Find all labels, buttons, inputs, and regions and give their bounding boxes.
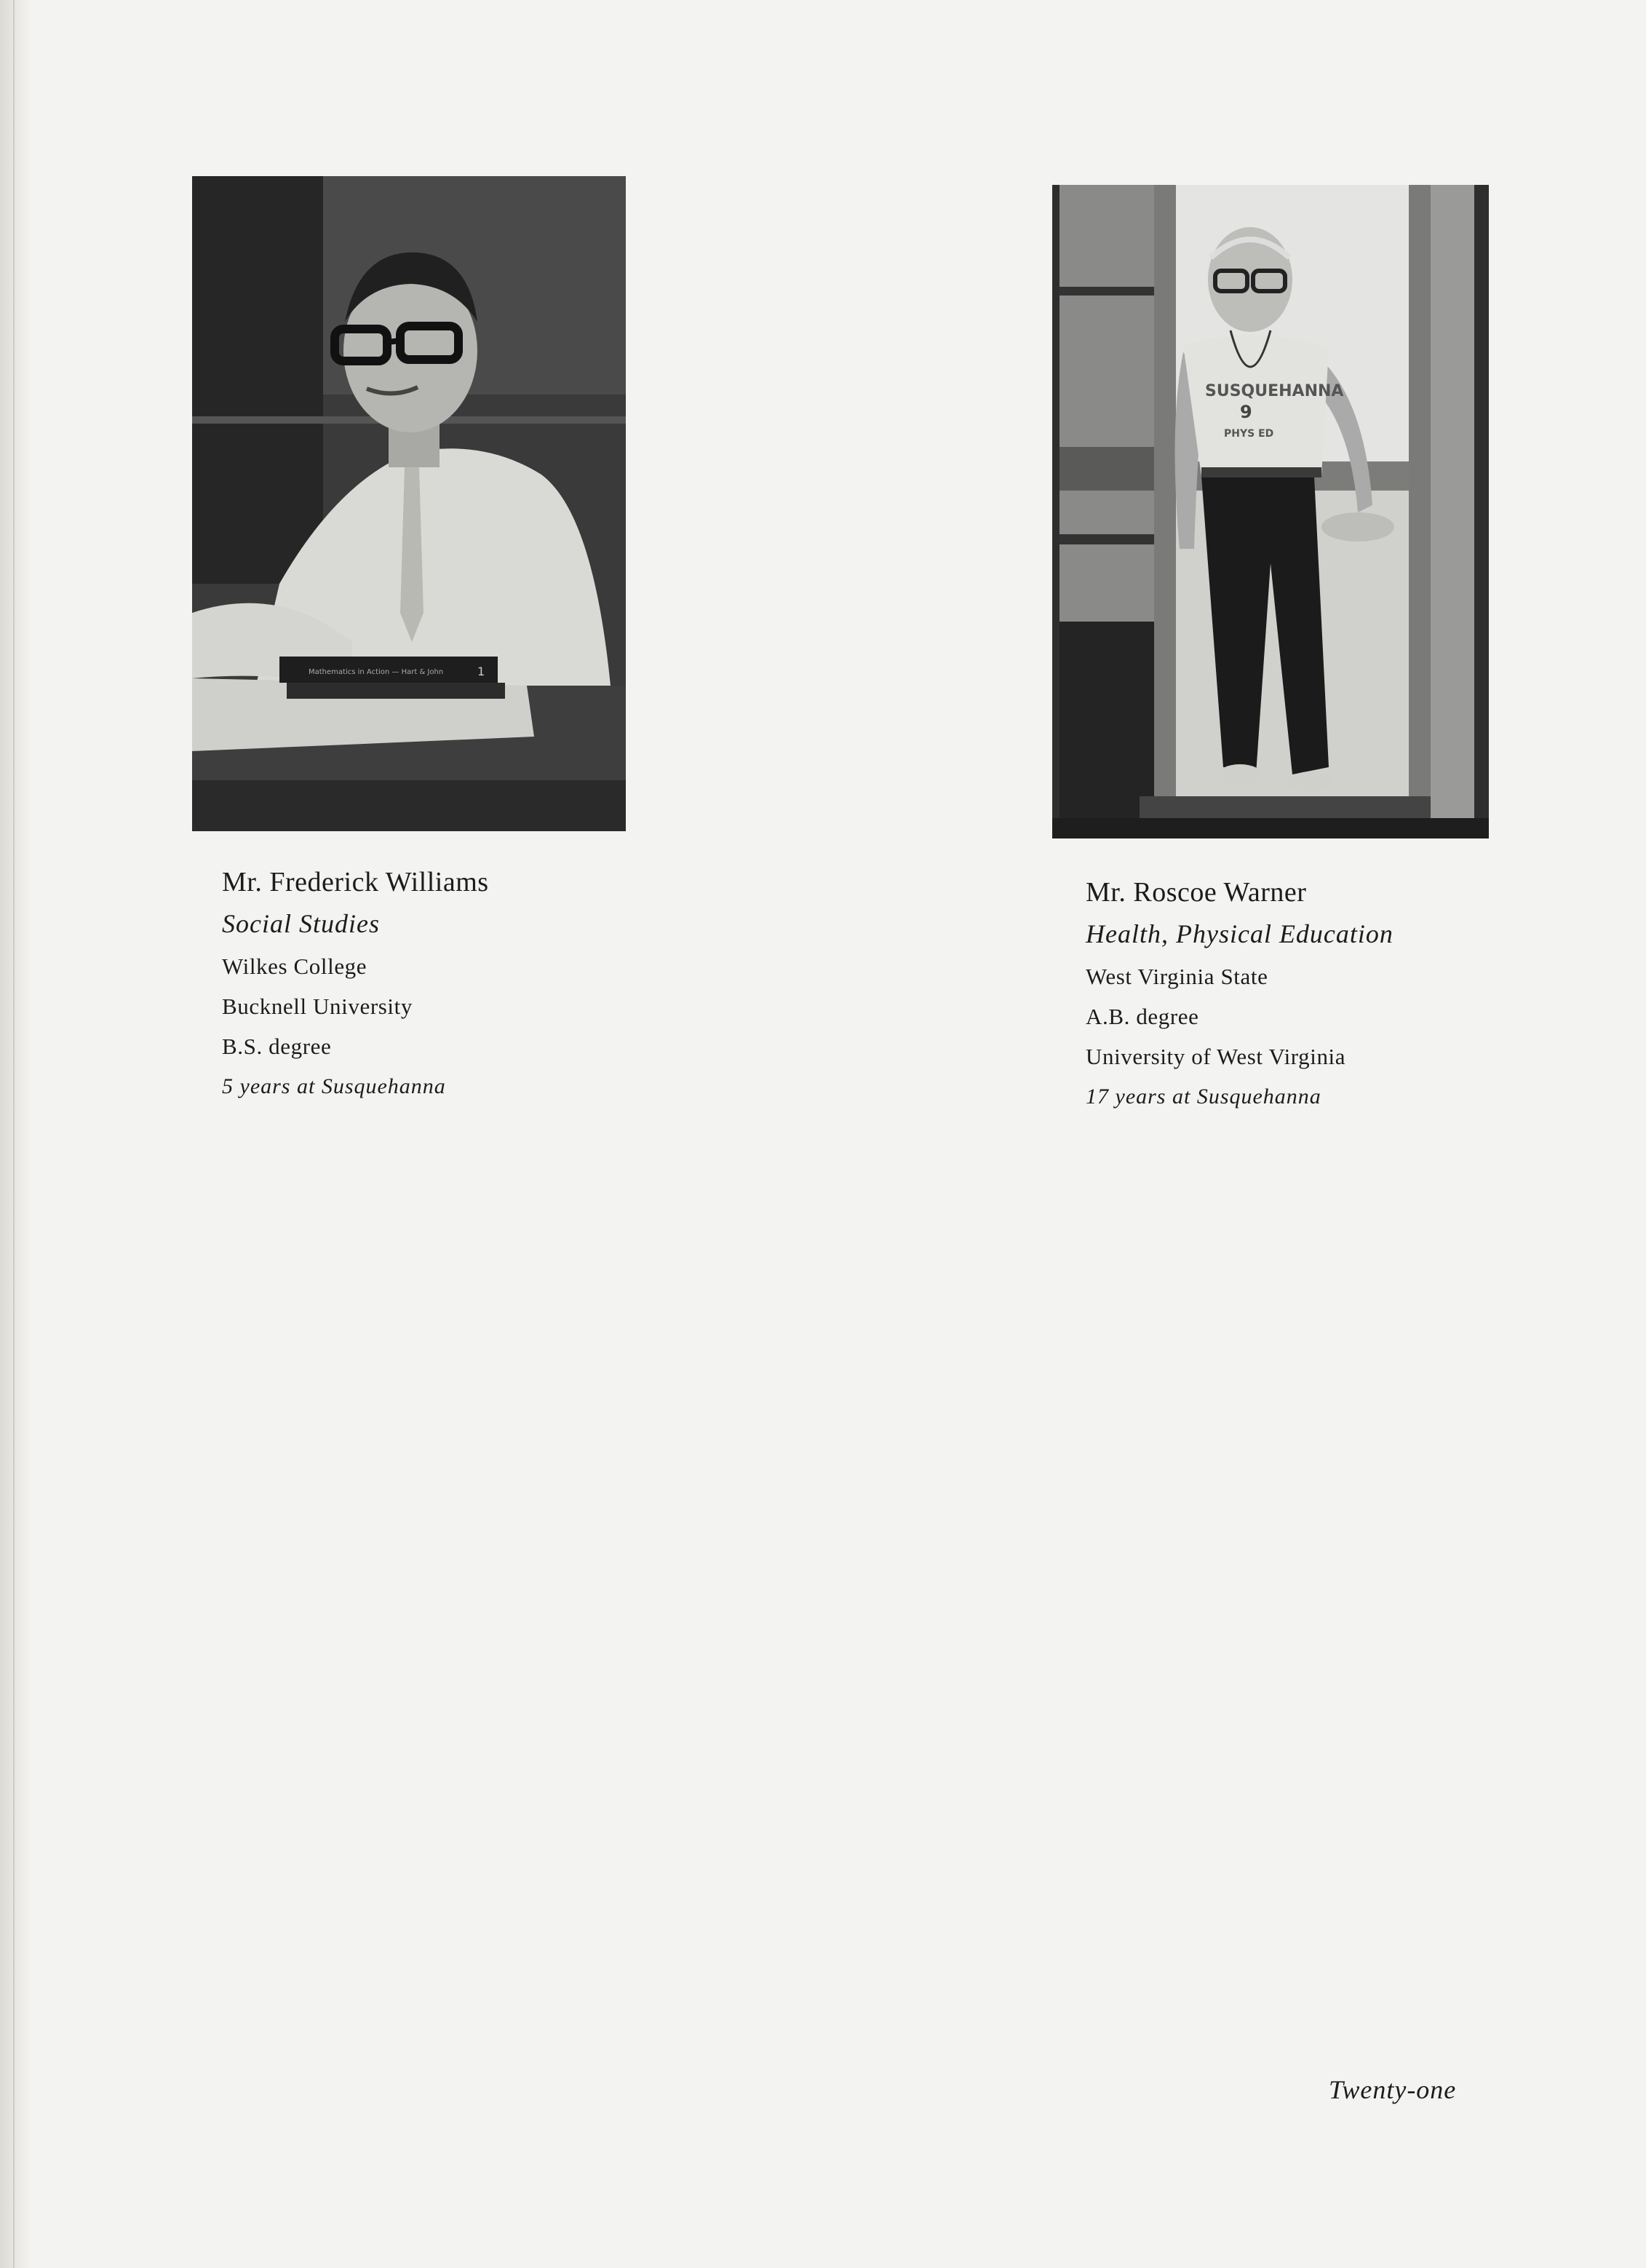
faculty-subject: Health, Physical Education	[1086, 919, 1393, 948]
faculty-years: 17 years at Susquehanna	[1086, 1085, 1321, 1109]
faculty-credential: B.S. degree	[222, 1034, 332, 1059]
page-number: Twenty-one	[1329, 2075, 1457, 2104]
faculty-credential: Bucknell University	[222, 994, 413, 1019]
svg-text:SUSQUEHANNA: SUSQUEHANNA	[1205, 382, 1344, 400]
faculty-credential: Wilkes College	[222, 953, 367, 979]
photo-williams-image	[192, 176, 626, 831]
faculty-credential: West Virginia State	[1086, 964, 1268, 989]
caption-roscoe-warner	[1086, 876, 1393, 1117]
svg-text:9: 9	[1240, 402, 1252, 422]
photo-warner-image	[1052, 185, 1489, 838]
faculty-subject: Social Studies	[222, 909, 380, 938]
faculty-name: Mr. Roscoe Warner	[1086, 877, 1307, 908]
faculty-years: 5 years at Susquehanna	[222, 1074, 446, 1098]
page-binding-edge	[0, 0, 31, 2268]
photo-roscoe-warner	[1052, 185, 1489, 838]
svg-text:PHYS ED: PHYS ED	[1224, 428, 1274, 440]
svg-text:Mathematics in Action — Hart &: Mathematics in Action — Hart & John	[309, 668, 444, 676]
svg-text:1: 1	[477, 665, 485, 678]
faculty-name: Mr. Frederick Williams	[222, 867, 489, 897]
faculty-credential: University of West Virginia	[1086, 1044, 1346, 1069]
photo-frederick-williams	[192, 176, 626, 831]
faculty-credential: A.B. degree	[1086, 1004, 1199, 1029]
caption-frederick-williams	[222, 866, 489, 1106]
